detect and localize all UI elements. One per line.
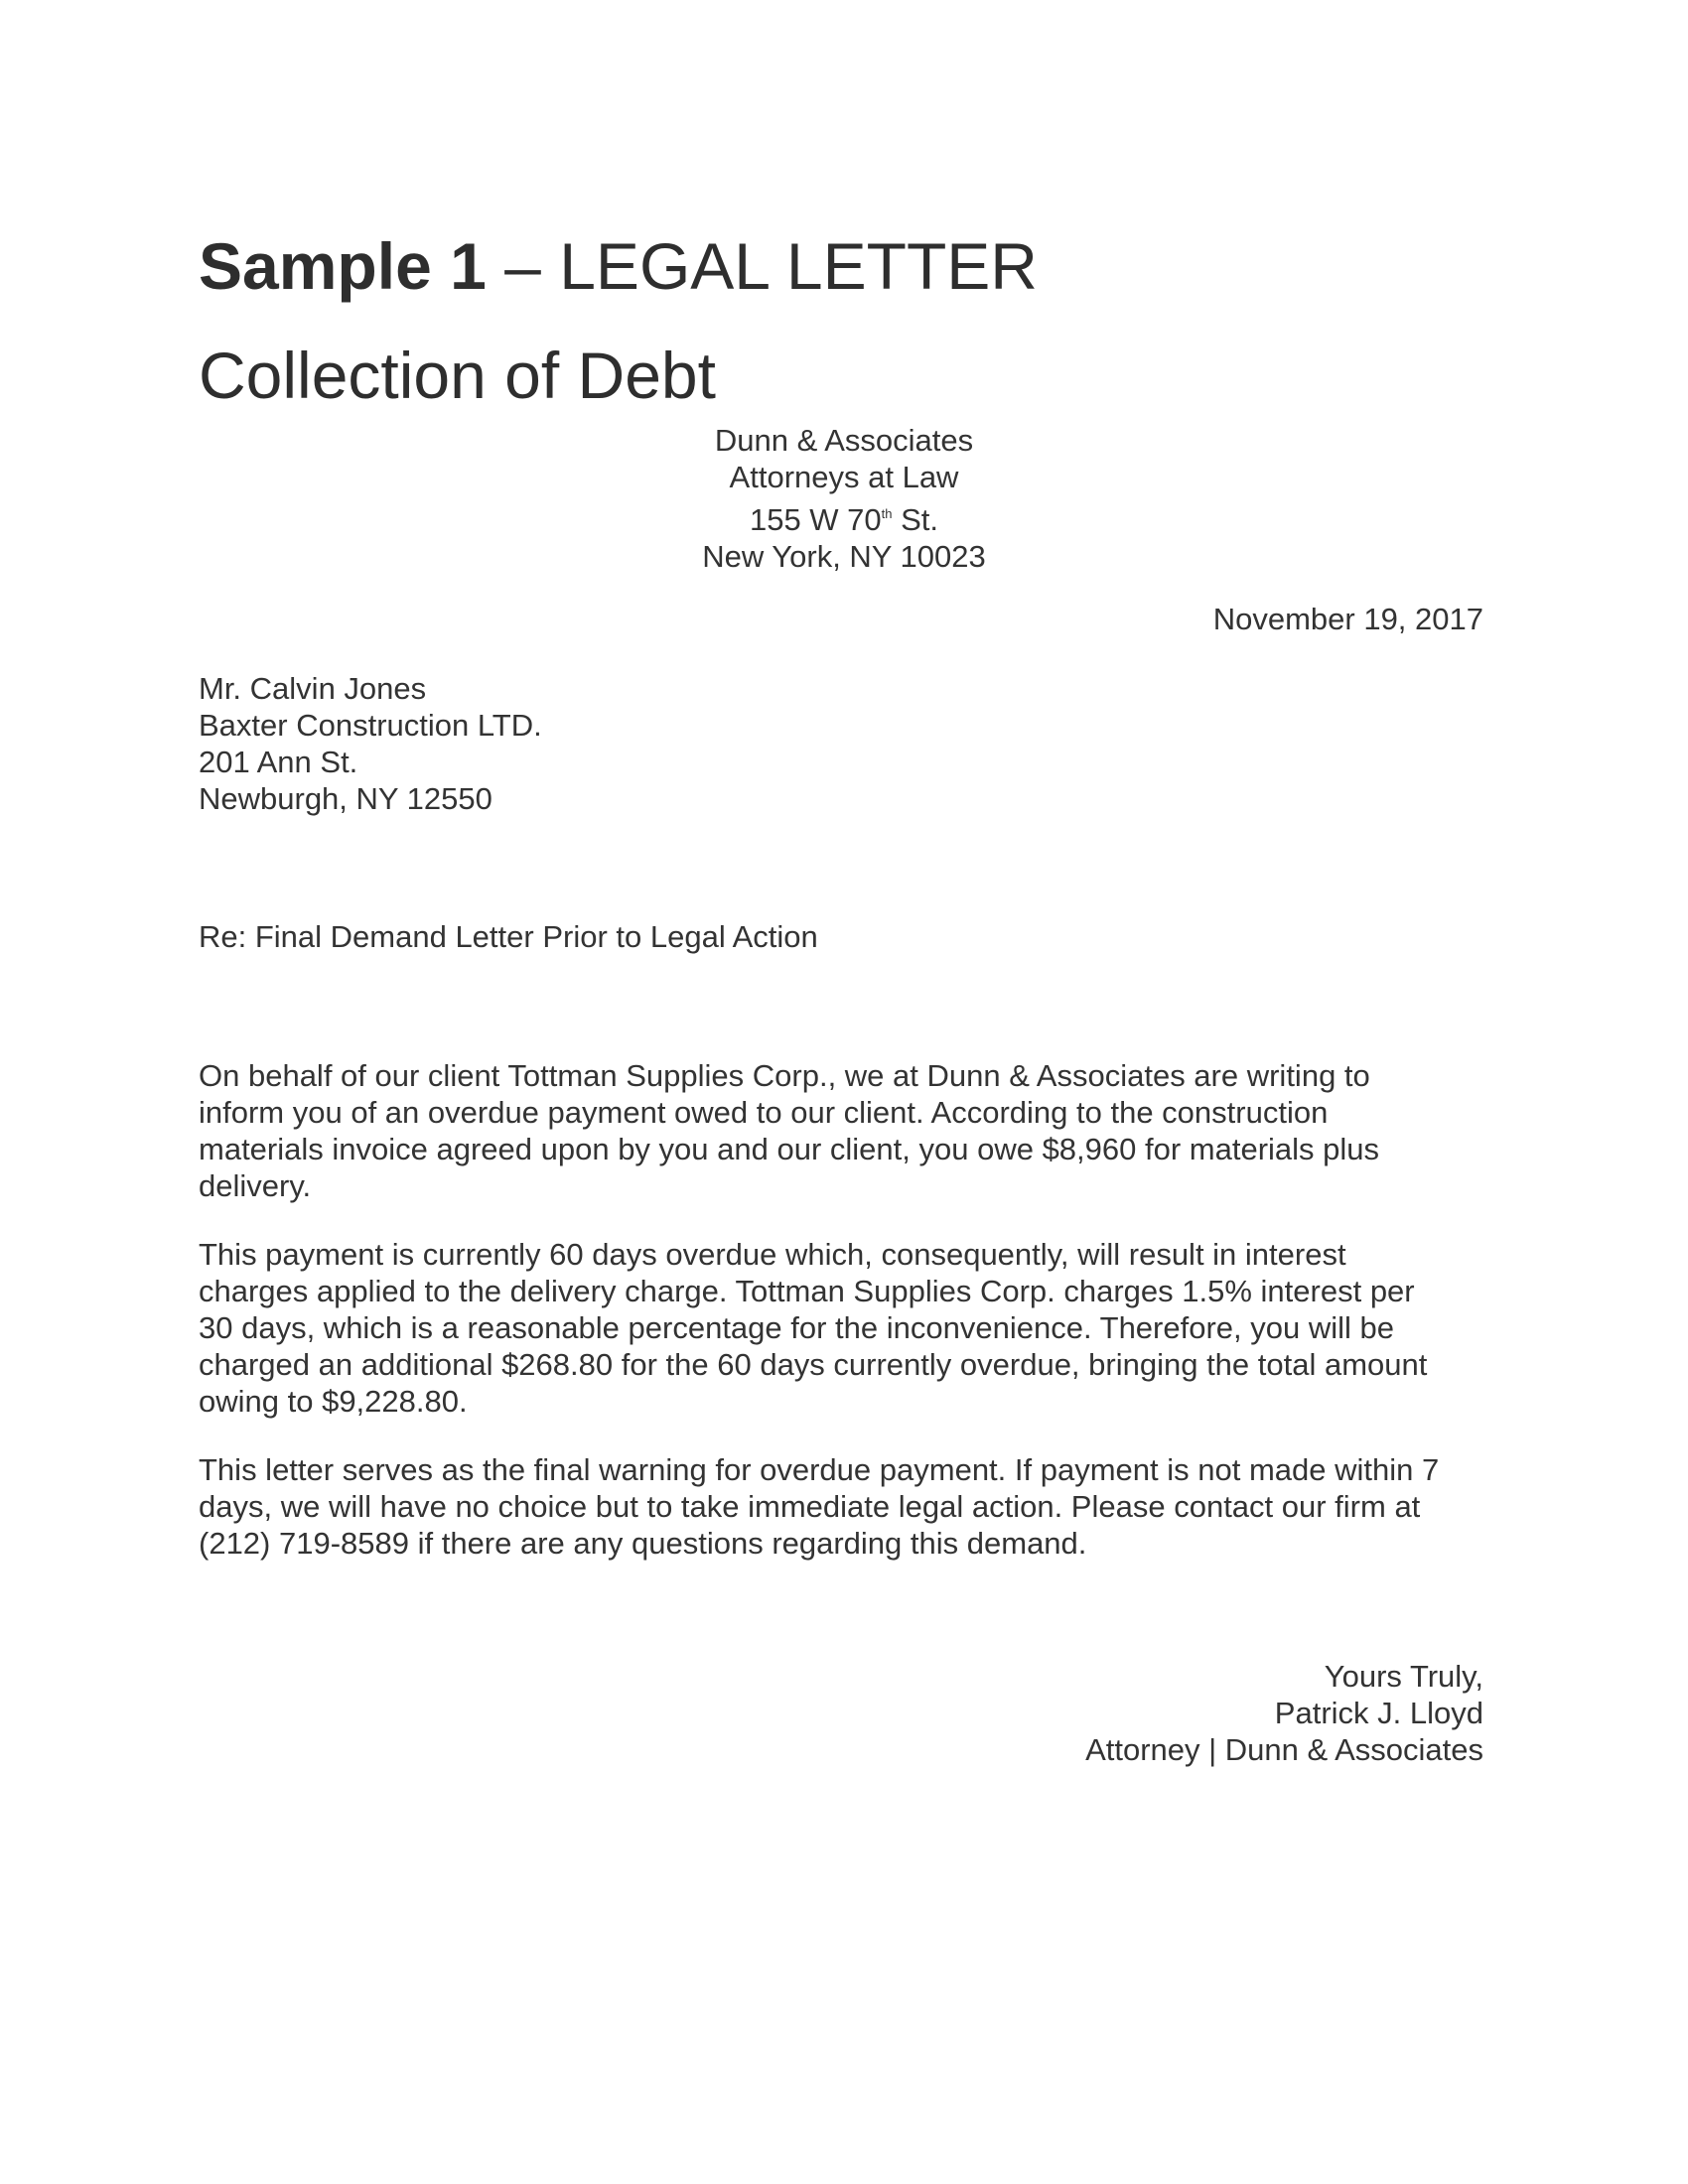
body-paragraph-3: This letter serves as the final warning for overdue payment. If payment is not made within 7 days, we will have no choice but to take immediate legal action. Please contact our firm at (212) 719-8589 if there are any questions regarding this demand. bbox=[199, 1452, 1440, 1561]
recipient-street: 201 Ann St. bbox=[199, 745, 358, 779]
recipient-company: Baxter Construction LTD. bbox=[199, 708, 542, 743]
body-paragraph-1: On behalf of our client Tottman Supplies Corp., we at Dunn & Associates are writing to inform you of an overdue payment owed to our client. According to the construction materials invoice agreed upon by you and our client, you owe $8,960 for materials plus delivery. bbox=[199, 1058, 1380, 1203]
body-paragraph-2: This payment is currently 60 days overdue which, consequently, will result in interest charges applied to the delivery charge. Tottman Supplies Corp. charges 1.5% interest per 30 days, which is a reasonable percentage for the inconvenience. Therefore, you will be charged an additional $268.80 for the 60 days currently overdue, bringing the total amount owing to $9,228.80. bbox=[199, 1237, 1428, 1419]
subject-line: Re: Final Demand Letter Prior to Legal Action bbox=[199, 919, 818, 954]
signature-block bbox=[1085, 1658, 1483, 1768]
sender-descriptor: Attorneys at Law bbox=[729, 460, 959, 494]
valediction: Yours Truly, bbox=[1324, 1659, 1483, 1694]
letter-date: November 19, 2017 bbox=[1212, 602, 1483, 636]
signer-title: Attorney | Dunn & Associates bbox=[1085, 1732, 1483, 1767]
document-title bbox=[199, 229, 1038, 303]
sender-address-block bbox=[596, 422, 1092, 575]
recipient-city-state-zip: Newburgh, NY 12550 bbox=[199, 781, 492, 816]
recipient-name: Mr. Calvin Jones bbox=[199, 671, 427, 706]
sender-firm: Dunn & Associates bbox=[714, 423, 974, 458]
sample-label: Sample 1 bbox=[199, 229, 487, 303]
recipient-address-block bbox=[199, 670, 542, 817]
sender-street: 155 W 70th St. bbox=[749, 502, 939, 537]
document-type: LEGAL LETTER bbox=[559, 229, 1038, 303]
document-subtitle: Collection of Debt bbox=[199, 339, 716, 412]
signer-name: Patrick J. Lloyd bbox=[1274, 1696, 1483, 1730]
title-separator: – bbox=[486, 229, 560, 303]
sender-city-state-zip: New York, NY 10023 bbox=[702, 539, 986, 574]
letter-body bbox=[199, 1057, 1489, 1593]
